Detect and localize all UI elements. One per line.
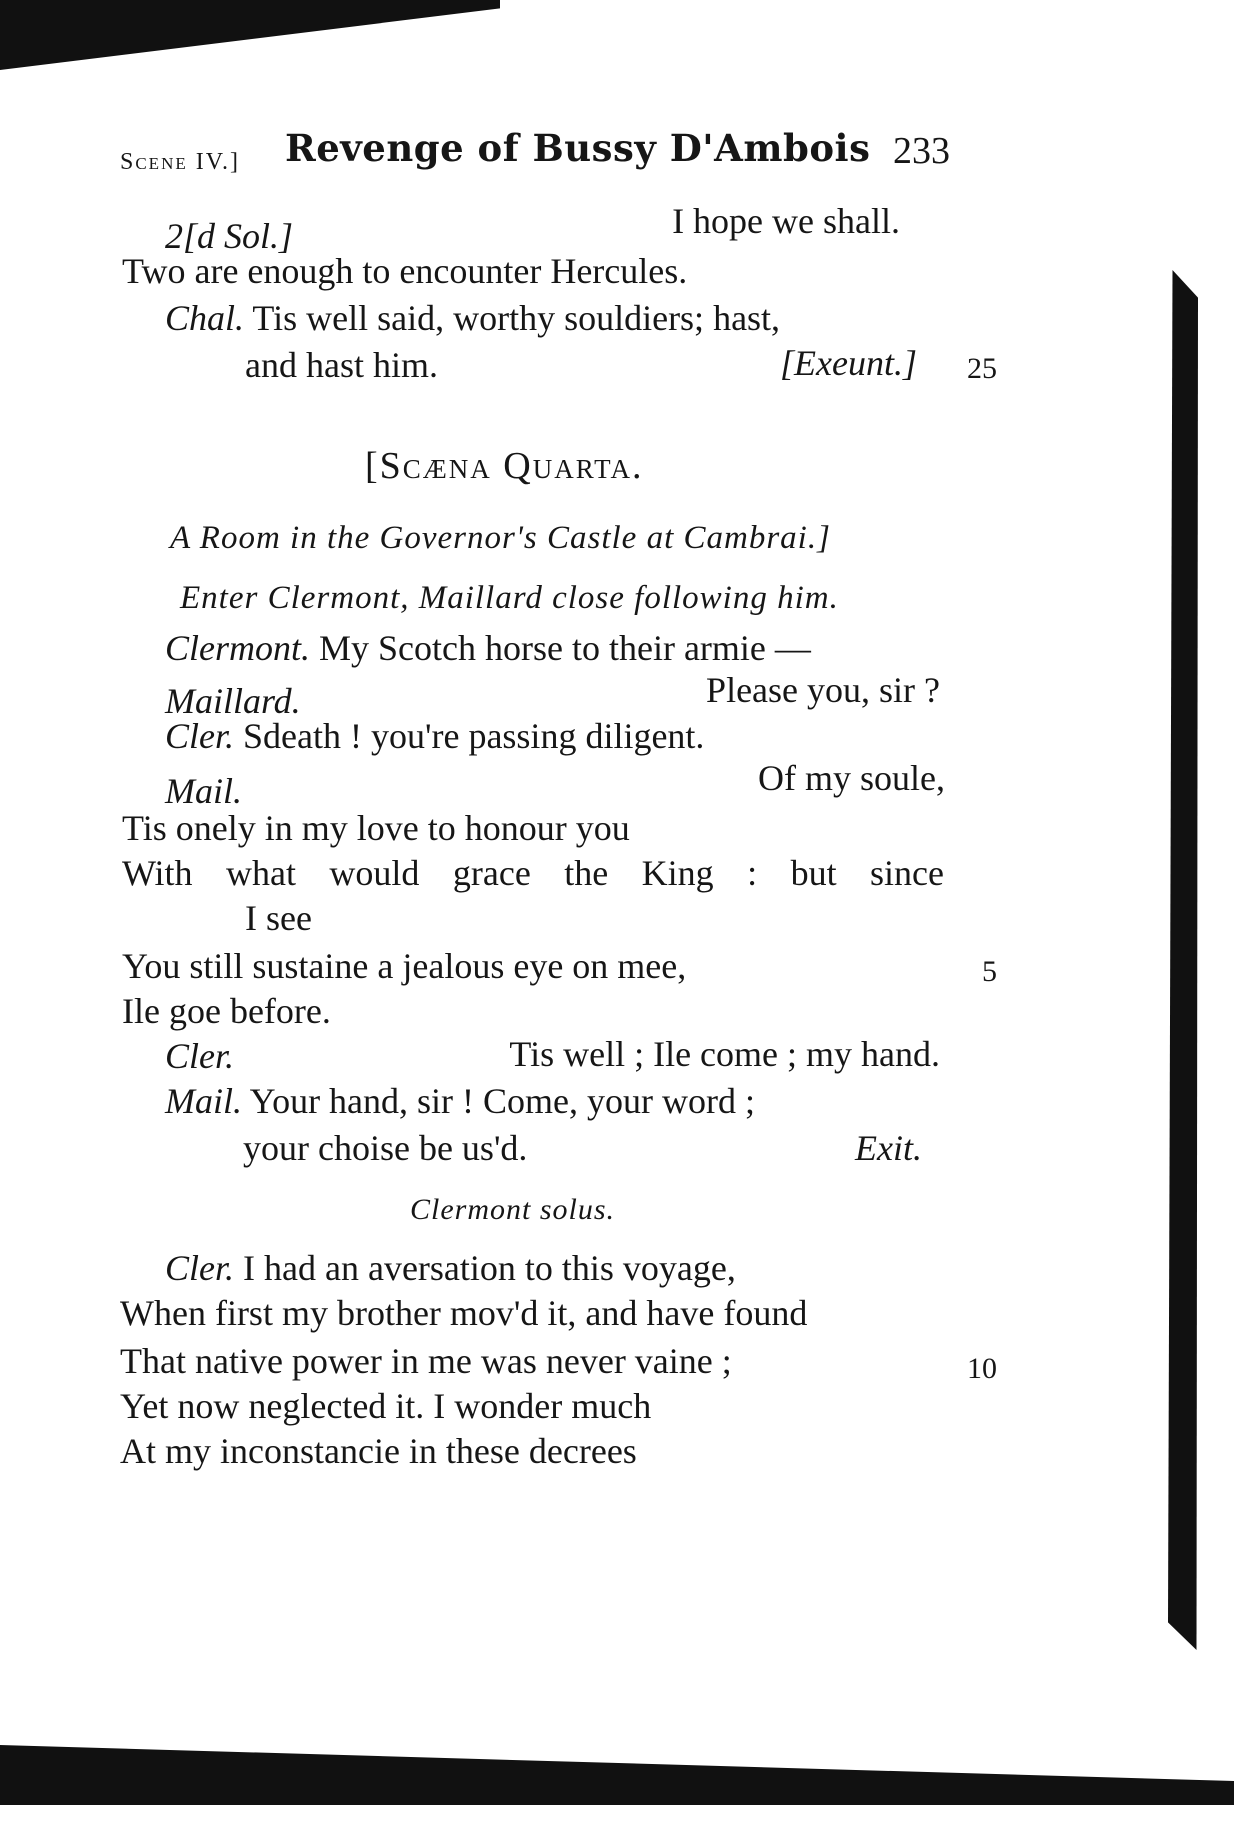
stage-direction-solus: Clermont solus. (410, 1193, 616, 1226)
line-number: 5 (982, 955, 997, 988)
speaker-clermont: Clermont. (165, 628, 311, 668)
dialogue-text: Tis well ; Ile come ; my hand. (509, 1034, 940, 1074)
dialogue-line (165, 718, 704, 754)
verse-line-chal (165, 300, 900, 336)
speaker-cler: Cler. (165, 1248, 235, 1288)
line-number: 10 (967, 1352, 997, 1385)
speaker-chal: Chal. (165, 298, 245, 338)
stage-direction-enter: Enter Clermont, Maillard close following him. (180, 580, 839, 616)
scene-setting: A Room in the Governor's Castle at Cambrai.] (170, 520, 831, 556)
verse-line: Yet now neglected it. I wonder much (120, 1386, 652, 1426)
dialogue-text: Please you, sir ? (706, 670, 940, 710)
verse-line: That native power in me was never vaine ; (120, 1341, 732, 1381)
verse-line: When first my brother mov'd it, and have found (120, 1293, 808, 1333)
speaker-cler: Cler. (165, 716, 235, 756)
scan-shadow-top (0, 0, 500, 70)
dialogue-line: Tis onely in my love to honour you (122, 808, 630, 848)
dialogue-line (165, 630, 811, 666)
speaker-cler: Cler. (165, 1036, 235, 1076)
line-number: 25 (967, 352, 997, 385)
book-title: Revenge of Bussy D'Ambois (285, 126, 871, 170)
stage-direction-exit: Exit. (855, 1128, 922, 1168)
verse-line: I hope we shall. (672, 201, 900, 241)
dialogue-text: Your hand, sir ! Come, your word ; (249, 1081, 755, 1121)
scene-label: Scene IV.] (120, 149, 240, 175)
verse-line: Two are enough to encounter Hercules. (122, 251, 688, 291)
dialogue-text: Sdeath ! you're passing diligent. (243, 716, 705, 756)
verse-text: I had an aversation to this voyage, (243, 1248, 736, 1288)
page-number: 233 (893, 130, 950, 172)
verse-text: Tis well said, worthy souldiers; hast, (252, 298, 781, 338)
scene-title: [Scæna Quarta. (365, 445, 644, 487)
dialogue-line: With what would grace the King : but since (122, 853, 944, 893)
dialogue-text: Of my soule, (758, 758, 945, 798)
dialogue-text: My Scotch horse to their armie — (319, 628, 811, 668)
verse-line: At my inconstancie in these decrees (120, 1431, 637, 1471)
verse-line: and hast him. (245, 345, 438, 385)
speaker-2d-sol: 2[d Sol.] (165, 216, 294, 256)
dialogue-line: You still sustaine a jealous eye on mee, (122, 946, 687, 986)
scan-shadow-bottom (0, 1745, 1234, 1805)
speaker-mail: Mail. (165, 771, 242, 811)
dialogue-line: your choise be us'd. (243, 1128, 528, 1168)
dialogue-line: I see (245, 898, 312, 938)
verse-line (165, 1250, 736, 1286)
scan-shadow-right (1168, 270, 1198, 1650)
speaker-mail: Mail. (165, 1081, 242, 1121)
speaker-maillard: Maillard. (165, 681, 301, 721)
stage-direction-exeunt: [Exeunt.] (780, 343, 917, 383)
dialogue-line (165, 1083, 943, 1119)
running-header (120, 120, 950, 180)
dialogue-line: Ile goe before. (122, 991, 331, 1031)
